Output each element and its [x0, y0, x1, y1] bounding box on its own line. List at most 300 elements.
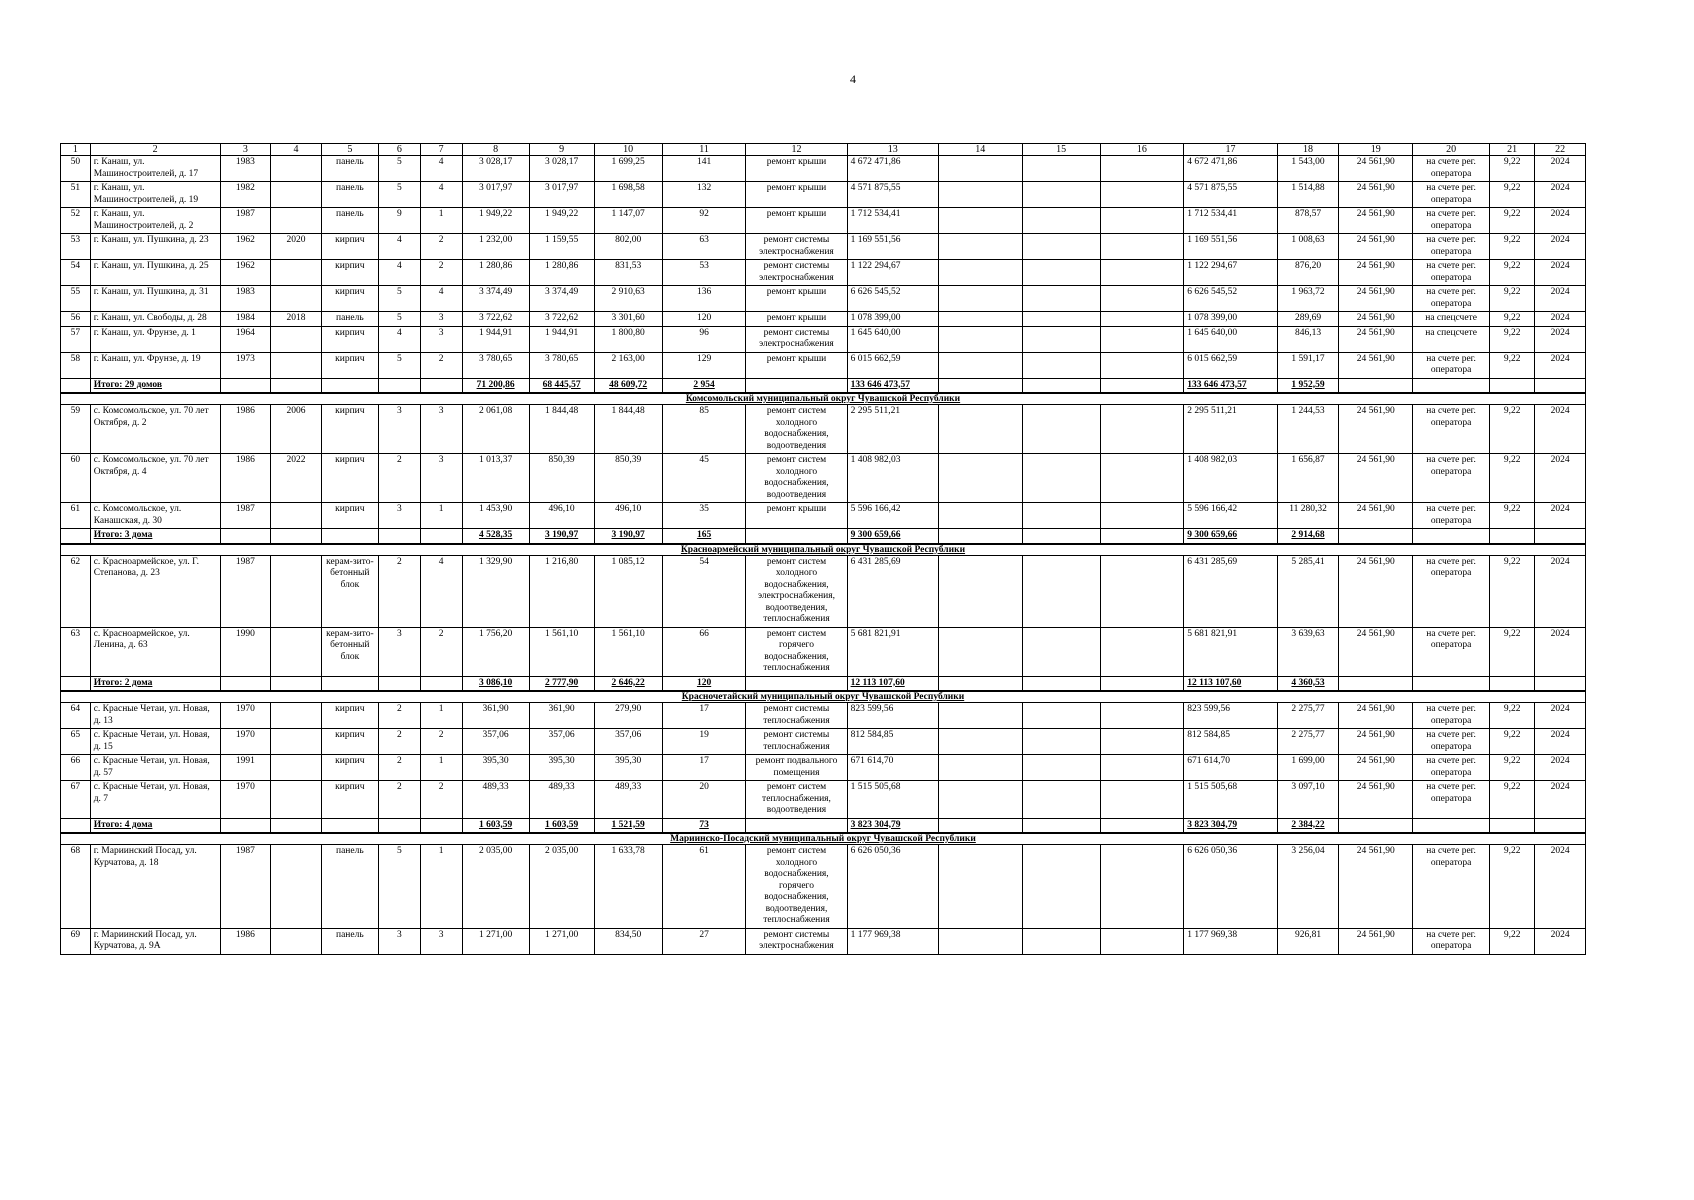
residential-area-cell: 357,06: [529, 729, 594, 755]
reconstruction-year-cell: [271, 286, 322, 312]
reconstruction-year-cell: 2006: [271, 405, 322, 454]
planned-year-cell: 2024: [1535, 156, 1586, 182]
max-unit-cost-cell: 24 561,90: [1339, 286, 1413, 312]
col14-cell: [938, 755, 1022, 781]
row-number: 52: [61, 208, 91, 234]
min-contribution-cell: 9,22: [1490, 454, 1535, 503]
table-row: [61, 755, 1586, 781]
total-blank-cell: [1413, 818, 1490, 833]
total-area-cell: 1 280,86: [462, 260, 529, 286]
total-unit-cost-cell: 4 360,53: [1277, 676, 1339, 691]
unit-cost-cell: 1 244,53: [1277, 405, 1339, 454]
residential-area-cell: 1 216,80: [529, 555, 594, 627]
max-unit-cost-cell: 24 561,90: [1339, 405, 1413, 454]
fund-account-cell: на счете рег. оператора: [1413, 703, 1490, 729]
max-unit-cost-cell: 24 561,90: [1339, 182, 1413, 208]
min-contribution-cell: 9,22: [1490, 845, 1535, 929]
year-built-cell: 1970: [220, 781, 271, 819]
column-number-cell: 4: [271, 144, 322, 156]
residential-area-cell: 496,10: [529, 503, 594, 529]
column-number-cell: 9: [529, 144, 594, 156]
total-blank-cell: [1339, 818, 1413, 833]
section-row: [61, 833, 1586, 845]
residents-cell: 54: [662, 555, 746, 627]
table-row: [61, 208, 1586, 234]
total-blank-cell: [1490, 529, 1535, 544]
column-number-cell: 20: [1413, 144, 1490, 156]
wall-material-cell: керам-зито-бетонный блок: [321, 555, 378, 627]
residential-area-cell: 2 035,00: [529, 845, 594, 929]
total-blank-cell: [1339, 529, 1413, 544]
col16-cell: [1100, 156, 1184, 182]
total-blank-cell: [1100, 529, 1184, 544]
row-number: 66: [61, 755, 91, 781]
row-number: 51: [61, 182, 91, 208]
total-blank-cell: [378, 676, 420, 691]
address-cell: с. Комсомольское, ул. 70 лет Октября, д. 4: [90, 454, 220, 503]
col16-cell: [1100, 182, 1184, 208]
total-blank-cell: [321, 529, 378, 544]
residential-area-cell: 1 159,55: [529, 234, 594, 260]
max-unit-cost-cell: 24 561,90: [1339, 845, 1413, 929]
col16-cell: [1100, 326, 1184, 352]
min-contribution-cell: 9,22: [1490, 312, 1535, 327]
reconstruction-year-cell: [271, 182, 322, 208]
fund-account-cell: на счете рег. оператора: [1413, 627, 1490, 676]
repair-cost-cell: 5 681 821,91: [847, 627, 938, 676]
total-area-cell: 1 329,90: [462, 555, 529, 627]
work-type-cell: ремонт систем холодного водоснабжения, водоотведения: [746, 405, 847, 454]
year-built-cell: 1986: [220, 454, 271, 503]
unit-cost-cell: 1 514,88: [1277, 182, 1339, 208]
private-area-cell: 1 561,10: [594, 627, 662, 676]
wall-material-cell: керам-зито-бетонный блок: [321, 627, 378, 676]
wall-material-cell: кирпич: [321, 234, 378, 260]
table-row: [61, 729, 1586, 755]
wall-material-cell: кирпич: [321, 503, 378, 529]
min-contribution-cell: 9,22: [1490, 182, 1535, 208]
entrances-cell: 1: [420, 703, 462, 729]
private-area-cell: 1 633,78: [594, 845, 662, 929]
regional-funds-cell: 1 078 399,00: [1184, 312, 1278, 327]
entrances-cell: 3: [420, 326, 462, 352]
planned-year-cell: 2024: [1535, 208, 1586, 234]
private-area-cell: 1 085,12: [594, 555, 662, 627]
total-row: [61, 378, 1586, 393]
col14-cell: [938, 286, 1022, 312]
year-built-cell: 1964: [220, 326, 271, 352]
entrances-cell: 1: [420, 503, 462, 529]
unit-cost-cell: 2 275,77: [1277, 703, 1339, 729]
min-contribution-cell: 9,22: [1490, 260, 1535, 286]
wall-material-cell: кирпич: [321, 755, 378, 781]
col15-cell: [1022, 555, 1100, 627]
table-row: [61, 845, 1586, 929]
address-cell: г. Канаш, ул. Машиностроителей, д. 17: [90, 156, 220, 182]
column-number-cell: 6: [378, 144, 420, 156]
planned-year-cell: 2024: [1535, 703, 1586, 729]
planned-year-cell: 2024: [1535, 182, 1586, 208]
wall-material-cell: панель: [321, 312, 378, 327]
private-area-cell: 831,53: [594, 260, 662, 286]
planned-year-cell: 2024: [1535, 326, 1586, 352]
total-residential-area-cell: 3 190,97: [529, 529, 594, 544]
row-number: 59: [61, 405, 91, 454]
col15-cell: [1022, 454, 1100, 503]
address-cell: г. Канаш, ул. Фрунзе, д. 19: [90, 352, 220, 378]
section-title: Красночетайский муниципальный округ Чувашской Республики: [61, 691, 1586, 703]
section-title: Красноармейский муниципальный округ Чувашской Республики: [61, 544, 1586, 556]
floors-cell: 2: [378, 755, 420, 781]
section-title: Мариинско-Посадский муниципальный округ Чувашской Республики: [61, 833, 1586, 845]
planned-year-cell: 2024: [1535, 503, 1586, 529]
wall-material-cell: панель: [321, 845, 378, 929]
max-unit-cost-cell: 24 561,90: [1339, 352, 1413, 378]
wall-material-cell: панель: [321, 182, 378, 208]
private-area-cell: 2 163,00: [594, 352, 662, 378]
row-number: 67: [61, 781, 91, 819]
entrances-cell: 3: [420, 928, 462, 954]
planned-year-cell: 2024: [1535, 755, 1586, 781]
planned-year-cell: 2024: [1535, 729, 1586, 755]
min-contribution-cell: 9,22: [1490, 156, 1535, 182]
unit-cost-cell: 2 275,77: [1277, 729, 1339, 755]
wall-material-cell: панель: [321, 156, 378, 182]
column-number-cell: 18: [1277, 144, 1339, 156]
total-blank-cell: [1535, 378, 1586, 393]
entrances-cell: 2: [420, 627, 462, 676]
entrances-cell: 2: [420, 234, 462, 260]
address-cell: с. Красные Четаи, ул. Новая, д. 57: [90, 755, 220, 781]
total-blank-cell: [1413, 676, 1490, 691]
planned-year-cell: 2024: [1535, 781, 1586, 819]
repair-cost-cell: 5 596 166,42: [847, 503, 938, 529]
row-number: 63: [61, 627, 91, 676]
col16-cell: [1100, 352, 1184, 378]
address-cell: с. Красноармейское, ул. Ленина, д. 63: [90, 627, 220, 676]
total-blank-cell: [420, 676, 462, 691]
wall-material-cell: кирпич: [321, 286, 378, 312]
total-cost-cell: 3 823 304,79: [847, 818, 938, 833]
wall-material-cell: панель: [321, 928, 378, 954]
col14-cell: [938, 555, 1022, 627]
private-area-cell: 1 698,58: [594, 182, 662, 208]
table-row: [61, 555, 1586, 627]
work-type-cell: ремонт системы теплоснабжения: [746, 729, 847, 755]
max-unit-cost-cell: 24 561,90: [1339, 326, 1413, 352]
total-blank-cell: [1535, 676, 1586, 691]
reconstruction-year-cell: [271, 781, 322, 819]
column-number-row: [61, 144, 1586, 156]
total-area-cell: 489,33: [462, 781, 529, 819]
unit-cost-cell: 1 591,17: [1277, 352, 1339, 378]
entrances-cell: 1: [420, 845, 462, 929]
regional-funds-cell: 4 571 875,55: [1184, 182, 1278, 208]
regional-funds-cell: 6 626 050,36: [1184, 845, 1278, 929]
total-blank-cell: [1022, 676, 1100, 691]
residents-cell: 19: [662, 729, 746, 755]
total-area-cell: 2 035,00: [462, 845, 529, 929]
repair-cost-cell: 4 571 875,55: [847, 182, 938, 208]
unit-cost-cell: 289,69: [1277, 312, 1339, 327]
residential-area-cell: 1 280,86: [529, 260, 594, 286]
unit-cost-cell: 876,20: [1277, 260, 1339, 286]
year-built-cell: 1987: [220, 208, 271, 234]
wall-material-cell: кирпич: [321, 405, 378, 454]
wall-material-cell: кирпич: [321, 454, 378, 503]
residential-area-cell: 850,39: [529, 454, 594, 503]
total-cost-cell: 133 646 473,57: [847, 378, 938, 393]
private-area-cell: 802,00: [594, 234, 662, 260]
residential-area-cell: 395,30: [529, 755, 594, 781]
total-area-cell: 1 603,59: [462, 818, 529, 833]
total-blank-cell: [321, 378, 378, 393]
year-built-cell: 1970: [220, 703, 271, 729]
row-number: 58: [61, 352, 91, 378]
max-unit-cost-cell: 24 561,90: [1339, 156, 1413, 182]
unit-cost-cell: 1 008,63: [1277, 234, 1339, 260]
year-built-cell: 1991: [220, 755, 271, 781]
total-blank-cell: [1022, 529, 1100, 544]
table-row: [61, 156, 1586, 182]
fund-account-cell: на счете рег. оператора: [1413, 405, 1490, 454]
col15-cell: [1022, 627, 1100, 676]
col16-cell: [1100, 928, 1184, 954]
col14-cell: [938, 454, 1022, 503]
table-row: [61, 326, 1586, 352]
col14-cell: [938, 845, 1022, 929]
total-blank-cell: [321, 676, 378, 691]
unit-cost-cell: 926,81: [1277, 928, 1339, 954]
total-blank-cell: [746, 378, 847, 393]
total-blank-cell: [1413, 378, 1490, 393]
column-number-cell: 2: [90, 144, 220, 156]
total-blank-cell: [938, 378, 1022, 393]
col16-cell: [1100, 260, 1184, 286]
repair-cost-cell: 1 177 969,38: [847, 928, 938, 954]
address-cell: с. Красные Четаи, ул. Новая, д. 13: [90, 703, 220, 729]
total-regional-funds-cell: 3 823 304,79: [1184, 818, 1278, 833]
work-type-cell: ремонт систем холодного водоснабжения, водоотведения: [746, 454, 847, 503]
residents-cell: 136: [662, 286, 746, 312]
work-type-cell: ремонт системы электроснабжения: [746, 326, 847, 352]
work-type-cell: ремонт крыши: [746, 286, 847, 312]
regional-funds-cell: 671 614,70: [1184, 755, 1278, 781]
reconstruction-year-cell: [271, 503, 322, 529]
fund-account-cell: на счете рег. оператора: [1413, 260, 1490, 286]
reconstruction-year-cell: [271, 555, 322, 627]
total-residential-area-cell: 2 777,90: [529, 676, 594, 691]
min-contribution-cell: 9,22: [1490, 352, 1535, 378]
unit-cost-cell: 1 543,00: [1277, 156, 1339, 182]
col14-cell: [938, 729, 1022, 755]
column-number-cell: 14: [938, 144, 1022, 156]
repair-cost-cell: 6 626 050,36: [847, 845, 938, 929]
planned-year-cell: 2024: [1535, 405, 1586, 454]
total-blank-cell: [746, 676, 847, 691]
total-blank-cell: [61, 676, 91, 691]
table-row: [61, 312, 1586, 327]
regional-funds-cell: 6 431 285,69: [1184, 555, 1278, 627]
min-contribution-cell: 9,22: [1490, 234, 1535, 260]
residents-cell: 27: [662, 928, 746, 954]
year-built-cell: 1983: [220, 286, 271, 312]
column-number-cell: 7: [420, 144, 462, 156]
regional-funds-cell: 5 596 166,42: [1184, 503, 1278, 529]
year-built-cell: 1973: [220, 352, 271, 378]
total-area-cell: 395,30: [462, 755, 529, 781]
total-blank-cell: [378, 818, 420, 833]
regional-funds-cell: 1 169 551,56: [1184, 234, 1278, 260]
regional-funds-cell: 6 626 545,52: [1184, 286, 1278, 312]
private-area-cell: 3 301,60: [594, 312, 662, 327]
wall-material-cell: кирпич: [321, 729, 378, 755]
row-number: 55: [61, 286, 91, 312]
col14-cell: [938, 928, 1022, 954]
column-number-cell: 11: [662, 144, 746, 156]
col15-cell: [1022, 326, 1100, 352]
residential-area-cell: 1 944,91: [529, 326, 594, 352]
table-row: [61, 928, 1586, 954]
private-area-cell: 496,10: [594, 503, 662, 529]
residents-cell: 129: [662, 352, 746, 378]
work-type-cell: ремонт крыши: [746, 208, 847, 234]
total-private-area-cell: 3 190,97: [594, 529, 662, 544]
total-blank-cell: [271, 529, 322, 544]
total-blank-cell: [1490, 818, 1535, 833]
col16-cell: [1100, 312, 1184, 327]
fund-account-cell: на счете рег. оператора: [1413, 503, 1490, 529]
repair-cost-cell: 1 515 505,68: [847, 781, 938, 819]
col14-cell: [938, 312, 1022, 327]
work-type-cell: ремонт крыши: [746, 352, 847, 378]
total-blank-cell: [1490, 676, 1535, 691]
address-cell: г. Канаш, ул. Машиностроителей, д. 2: [90, 208, 220, 234]
min-contribution-cell: 9,22: [1490, 703, 1535, 729]
total-blank-cell: [1535, 818, 1586, 833]
reconstruction-year-cell: [271, 260, 322, 286]
max-unit-cost-cell: 24 561,90: [1339, 234, 1413, 260]
residents-cell: 132: [662, 182, 746, 208]
floors-cell: 5: [378, 312, 420, 327]
table-row: [61, 503, 1586, 529]
col15-cell: [1022, 156, 1100, 182]
fund-account-cell: на счете рег. оператора: [1413, 234, 1490, 260]
table-row: [61, 627, 1586, 676]
max-unit-cost-cell: 24 561,90: [1339, 755, 1413, 781]
work-type-cell: ремонт систем теплоснабжения, водоотведения: [746, 781, 847, 819]
entrances-cell: 1: [420, 755, 462, 781]
regional-funds-cell: 812 584,85: [1184, 729, 1278, 755]
residential-area-cell: 1 271,00: [529, 928, 594, 954]
repair-cost-cell: 1 169 551,56: [847, 234, 938, 260]
repair-cost-cell: 823 599,56: [847, 703, 938, 729]
column-number-cell: 21: [1490, 144, 1535, 156]
column-number-cell: 16: [1100, 144, 1184, 156]
col14-cell: [938, 627, 1022, 676]
total-area-cell: 1 453,90: [462, 503, 529, 529]
unit-cost-cell: 5 285,41: [1277, 555, 1339, 627]
max-unit-cost-cell: 24 561,90: [1339, 627, 1413, 676]
total-area-cell: 1 949,22: [462, 208, 529, 234]
col16-cell: [1100, 755, 1184, 781]
address-cell: г. Канаш, ул. Машиностроителей, д. 19: [90, 182, 220, 208]
col15-cell: [1022, 208, 1100, 234]
address-cell: с. Комсомольское, ул. 70 лет Октября, д. 2: [90, 405, 220, 454]
residents-cell: 17: [662, 755, 746, 781]
residential-area-cell: 1 949,22: [529, 208, 594, 234]
min-contribution-cell: 9,22: [1490, 627, 1535, 676]
floors-cell: 4: [378, 326, 420, 352]
total-blank-cell: [938, 529, 1022, 544]
section-title: Комсомольский муниципальный округ Чувашской Республики: [61, 393, 1586, 405]
work-type-cell: ремонт крыши: [746, 312, 847, 327]
entrances-cell: 2: [420, 781, 462, 819]
fund-account-cell: на счете рег. оператора: [1413, 208, 1490, 234]
total-area-cell: 361,90: [462, 703, 529, 729]
regional-funds-cell: 5 681 821,91: [1184, 627, 1278, 676]
year-built-cell: 1983: [220, 156, 271, 182]
total-area-cell: 1 232,00: [462, 234, 529, 260]
table-row: [61, 781, 1586, 819]
entrances-cell: 3: [420, 312, 462, 327]
work-type-cell: ремонт крыши: [746, 182, 847, 208]
regional-funds-cell: 2 295 511,21: [1184, 405, 1278, 454]
col15-cell: [1022, 729, 1100, 755]
repair-cost-cell: 1 078 399,00: [847, 312, 938, 327]
wall-material-cell: панель: [321, 208, 378, 234]
residents-cell: 35: [662, 503, 746, 529]
total-blank-cell: [220, 818, 271, 833]
total-blank-cell: [271, 676, 322, 691]
repair-cost-cell: 1 645 640,00: [847, 326, 938, 352]
row-number: 57: [61, 326, 91, 352]
column-number-cell: 15: [1022, 144, 1100, 156]
min-contribution-cell: 9,22: [1490, 208, 1535, 234]
total-blank-cell: [938, 818, 1022, 833]
total-area-cell: 3 374,49: [462, 286, 529, 312]
floors-cell: 3: [378, 928, 420, 954]
address-cell: г. Канаш, ул. Фрунзе, д. 1: [90, 326, 220, 352]
col16-cell: [1100, 208, 1184, 234]
residents-cell: 96: [662, 326, 746, 352]
entrances-cell: 4: [420, 555, 462, 627]
residential-area-cell: 3 780,65: [529, 352, 594, 378]
fund-account-cell: на счете рег. оператора: [1413, 928, 1490, 954]
total-blank-cell: [746, 818, 847, 833]
row-number: 61: [61, 503, 91, 529]
total-blank-cell: [420, 529, 462, 544]
entrances-cell: 1: [420, 208, 462, 234]
work-type-cell: ремонт системы электроснабжения: [746, 260, 847, 286]
total-area-cell: 3 086,10: [462, 676, 529, 691]
total-blank-cell: [1100, 818, 1184, 833]
row-number: 64: [61, 703, 91, 729]
unit-cost-cell: 3 639,63: [1277, 627, 1339, 676]
fund-account-cell: на счете рег. оператора: [1413, 845, 1490, 929]
year-built-cell: 1962: [220, 234, 271, 260]
column-number-cell: 12: [746, 144, 847, 156]
total-area-cell: 1 271,00: [462, 928, 529, 954]
total-blank-cell: [1339, 378, 1413, 393]
min-contribution-cell: 9,22: [1490, 729, 1535, 755]
regional-funds-cell: 4 672 471,86: [1184, 156, 1278, 182]
col16-cell: [1100, 555, 1184, 627]
total-blank-cell: [220, 378, 271, 393]
total-area-cell: 1 756,20: [462, 627, 529, 676]
unit-cost-cell: 3 256,04: [1277, 845, 1339, 929]
col15-cell: [1022, 352, 1100, 378]
